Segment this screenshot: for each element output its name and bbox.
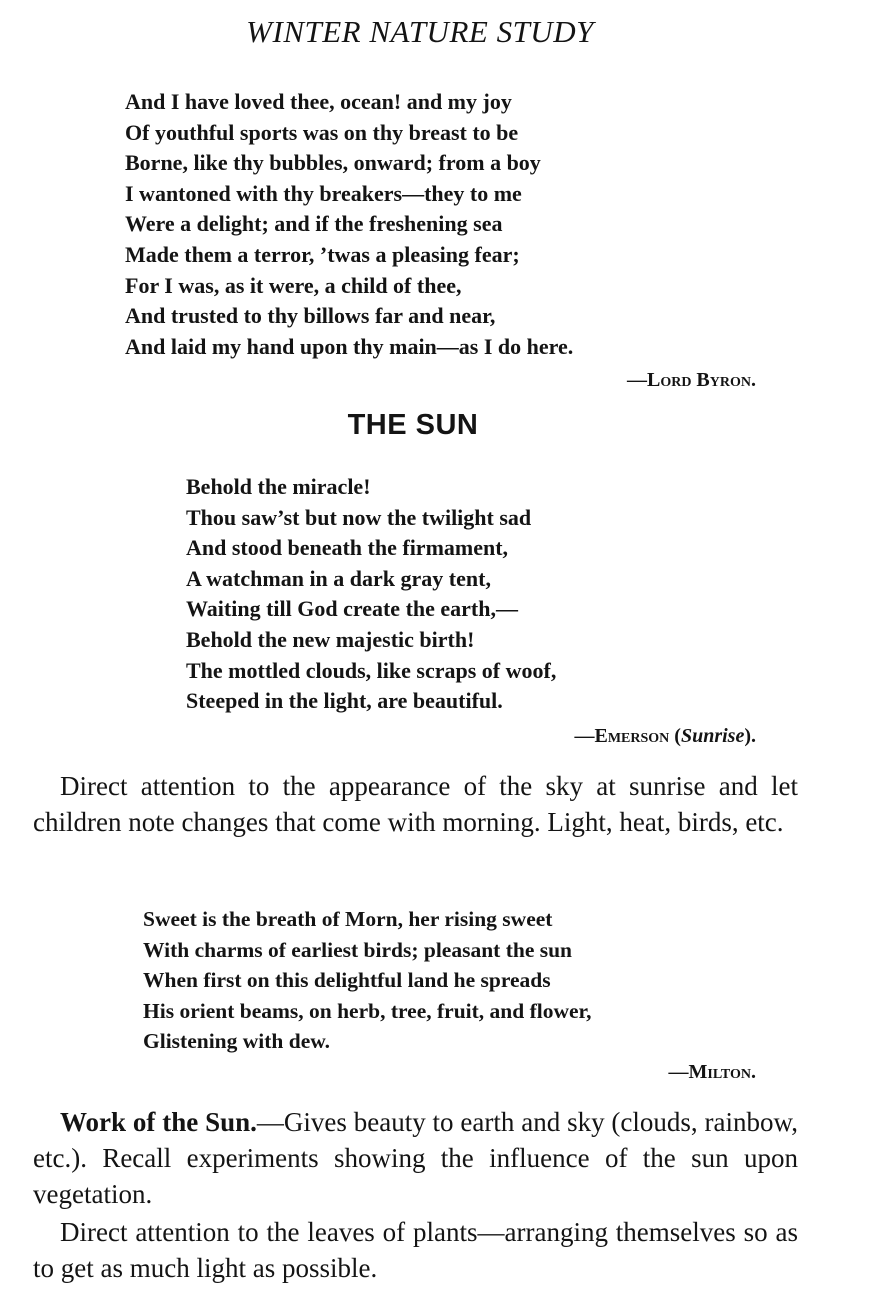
poem-milton xyxy=(143,904,591,1057)
poem-line: I wantoned with thy breakers—they to me xyxy=(125,180,522,206)
poem-line: With charms of earliest birds; pleasant the sun xyxy=(143,937,573,962)
poem-line: For I was, as it were, a child of thee, xyxy=(125,272,462,298)
poem-line: Thou saw’st but now the twilight sad xyxy=(186,504,532,530)
poem-byron xyxy=(125,87,573,362)
paragraph-lead-heading: Work of the Sun. xyxy=(60,1107,257,1137)
paragraph-body: —Gives beauty to earth and sky (clouds, rainbow, etc.). Recall experiments showing the influence of the sun upon vegetation. xyxy=(33,1107,798,1209)
poem-line: Glistening with dew. xyxy=(143,1029,330,1054)
paragraph-leaves: Direct attention to the leaves of plants—arranging themselves so as to get as much light as possible. xyxy=(33,1217,798,1283)
poem-line: Of youthful sports was on thy breast to be xyxy=(125,119,519,145)
poem-line: His orient beams, on herb, tree, fruit, and flower, xyxy=(143,998,592,1023)
attribution-author: —Emerson xyxy=(574,725,670,747)
poem-line: The mottled clouds, like scraps of woof, xyxy=(186,657,557,683)
section-heading: THE SUN xyxy=(347,409,479,441)
attribution-close: ). xyxy=(744,725,756,747)
poem-line: Sweet is the breath of Morn, her rising sweet xyxy=(143,907,553,931)
attribution-work: Sunrise xyxy=(680,725,745,747)
paragraph-sunrise: Direct attention to the appearance of the sky at sunrise and let children note changes that come with morning. Light, heat, birds, etc. xyxy=(33,771,798,837)
poem-line: And I have loved thee, ocean! and my joy xyxy=(125,89,512,114)
emerson-attribution xyxy=(574,722,756,750)
poem-line: Borne, like thy bubbles, onward; from a boy xyxy=(125,150,541,176)
poem-line: Steeped in the light, are beautiful. xyxy=(186,688,503,714)
poem-line: And laid my hand upon thy main—as I do here. xyxy=(125,333,574,359)
poem-line: Were a delight; and if the freshening sea xyxy=(125,211,503,237)
poem-line: Behold the miracle! xyxy=(186,474,371,499)
attribution-open: ( xyxy=(669,725,681,747)
milton-attribution: —Milton. xyxy=(668,1061,756,1083)
poem-line: And trusted to thy billows far and near, xyxy=(125,303,496,329)
poem-line: And stood beneath the firmament, xyxy=(186,535,509,561)
paragraph-work-of-sun xyxy=(33,1104,798,1212)
poem-line: Waiting till God create the earth,— xyxy=(186,596,518,622)
running-head: WINTER NATURE STUDY xyxy=(246,14,594,49)
poem-line: A watchman in a dark gray tent, xyxy=(186,565,491,591)
poem-line: Made them a terror, ’twas a pleasing fear; xyxy=(125,241,520,267)
poem-line: When first on this delightful land he spreads xyxy=(143,968,551,993)
poem-line: Behold the new majestic birth! xyxy=(186,626,475,652)
poem-emerson xyxy=(186,472,556,717)
byron-attribution: —Lord Byron. xyxy=(626,369,756,391)
